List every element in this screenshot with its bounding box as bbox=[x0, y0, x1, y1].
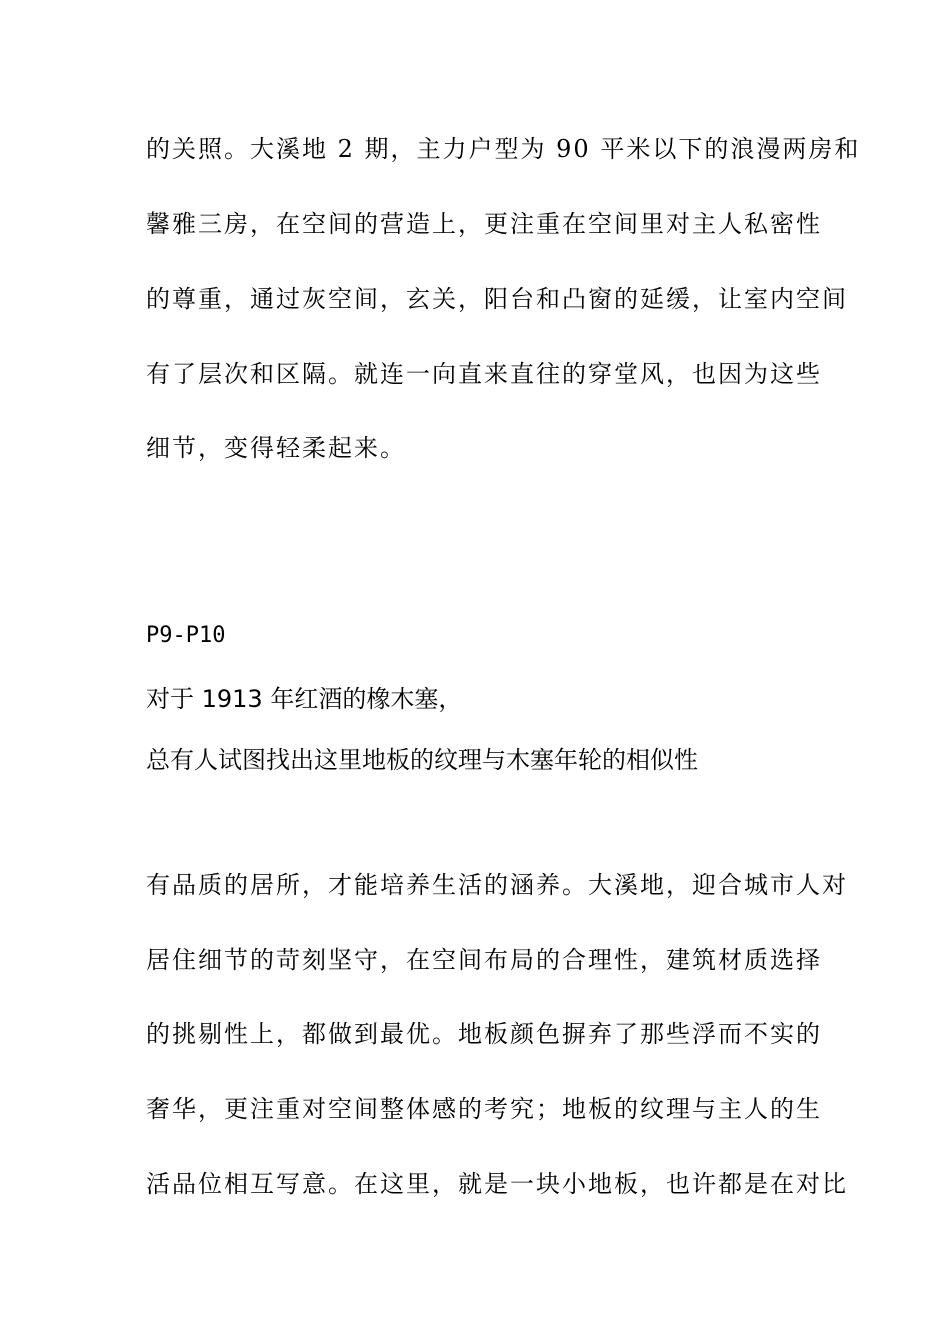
paragraph-2-line-1: 有品质的居所，才能培养生活的涵养。大溪地，迎合城市人对 bbox=[146, 871, 848, 899]
paragraph-2-line-3: 的挑剔性上，都做到最优。地板颜色摒弃了那些浮而不实的 bbox=[146, 1020, 822, 1048]
paragraph-1-line-3: 的尊重，通过灰空间，玄关，阳台和凸窗的延缓，让室内空间 bbox=[146, 285, 848, 313]
paragraph-1-line-2: 馨雅三房，在空间的营造上，更注重在空间里对主人私密性 bbox=[146, 210, 822, 238]
heading-line-1: 对于 1913 年红酒的橡木塞， bbox=[146, 685, 463, 713]
paragraph-1-line-4: 有了层次和区隔。就连一向直来直往的穿堂风，也因为这些 bbox=[146, 360, 822, 388]
paragraph-1-line-5: 细节，变得轻柔起来。 bbox=[146, 434, 406, 462]
paragraph-1-line-1: 的关照。大溪地 2 期，主力户型为 90 平米以下的浪漫两房和 bbox=[146, 135, 861, 163]
section-marker: P9-P10 bbox=[146, 623, 226, 648]
paragraph-2-line-2: 居住细节的苛刻坚守，在空间布局的合理性，建筑材质选择 bbox=[146, 946, 822, 974]
paragraph-2-line-5: 活品位相互写意。在这里，就是一块小地板，也许都是在对比 bbox=[146, 1170, 848, 1198]
paragraph-2-line-4: 奢华，更注重对空间整体感的考究；地板的纹理与主人的生 bbox=[146, 1095, 822, 1123]
heading-line-2: 总有人试图找出这里地板的纹理与木塞年轮的相似性 bbox=[146, 746, 698, 774]
